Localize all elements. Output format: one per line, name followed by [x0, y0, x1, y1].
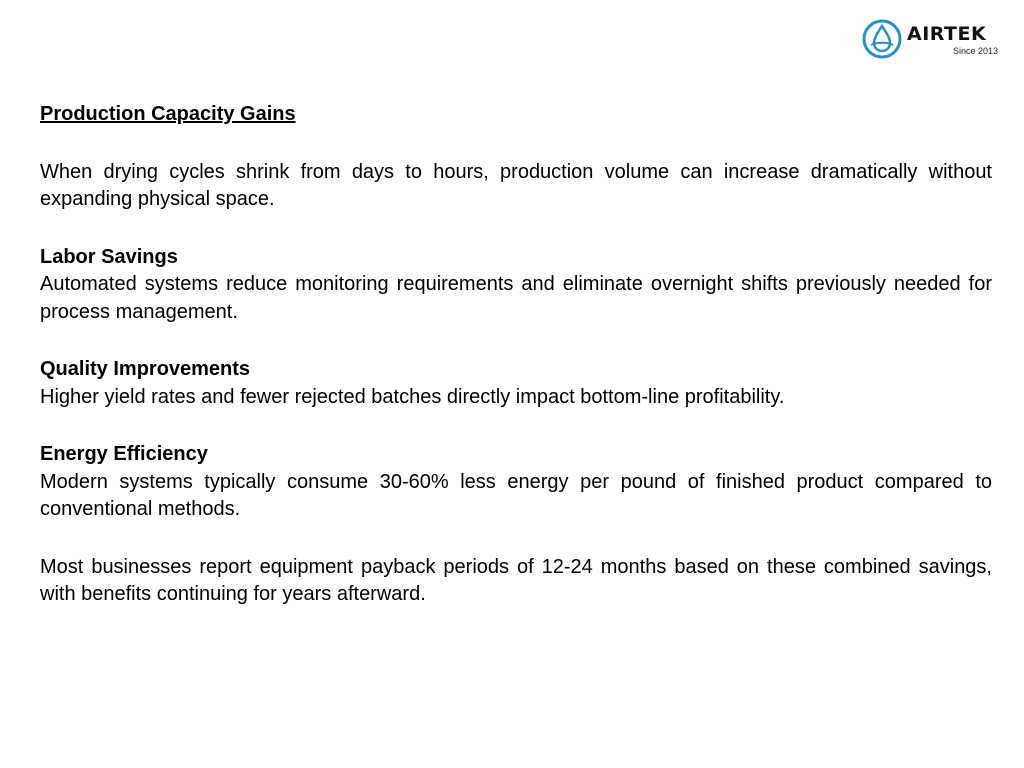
- section-production-capacity: [40, 159, 992, 214]
- section-heading-labor-savings: Labor Savings: [40, 245, 178, 268]
- airtek-logo: [861, 16, 1011, 64]
- closing-paragraph: Most businesses report equipment payback periods of 12-24 months based on these combined savings, with benefits continuing for years afterward.: [40, 555, 992, 605]
- main-content: [40, 101, 992, 609]
- section-heading-production-capacity: Production Capacity Gains: [40, 103, 296, 125]
- section-body-quality-improvements: Higher yield rates and fewer rejected batches directly impact bottom-line profitability.: [40, 385, 785, 408]
- section-body-labor-savings: Automated systems reduce monitoring requirements and eliminate overnight shifts previously needed for process management.: [40, 273, 992, 323]
- section-quality-improvements: [40, 356, 992, 411]
- section-body-production-capacity: When drying cycles shrink from days to hours, production volume can increase dramatically without expanding physical space.: [40, 160, 992, 210]
- section-body-energy-efficiency: Modern systems typically consume 30-60% less energy per pound of finished product compared to conventional methods.: [40, 470, 992, 520]
- section-labor-savings: [40, 244, 992, 327]
- section-heading-quality-improvements: Quality Improvements: [40, 358, 251, 380]
- logo-since-text: Since 2013: [953, 46, 999, 56]
- section-energy-efficiency: [40, 441, 992, 524]
- logo-brand-name: AIRTEK: [907, 23, 987, 45]
- water-drop-ring-icon: [861, 18, 903, 60]
- section-heading-energy-efficiency: Energy Efficiency: [40, 443, 208, 465]
